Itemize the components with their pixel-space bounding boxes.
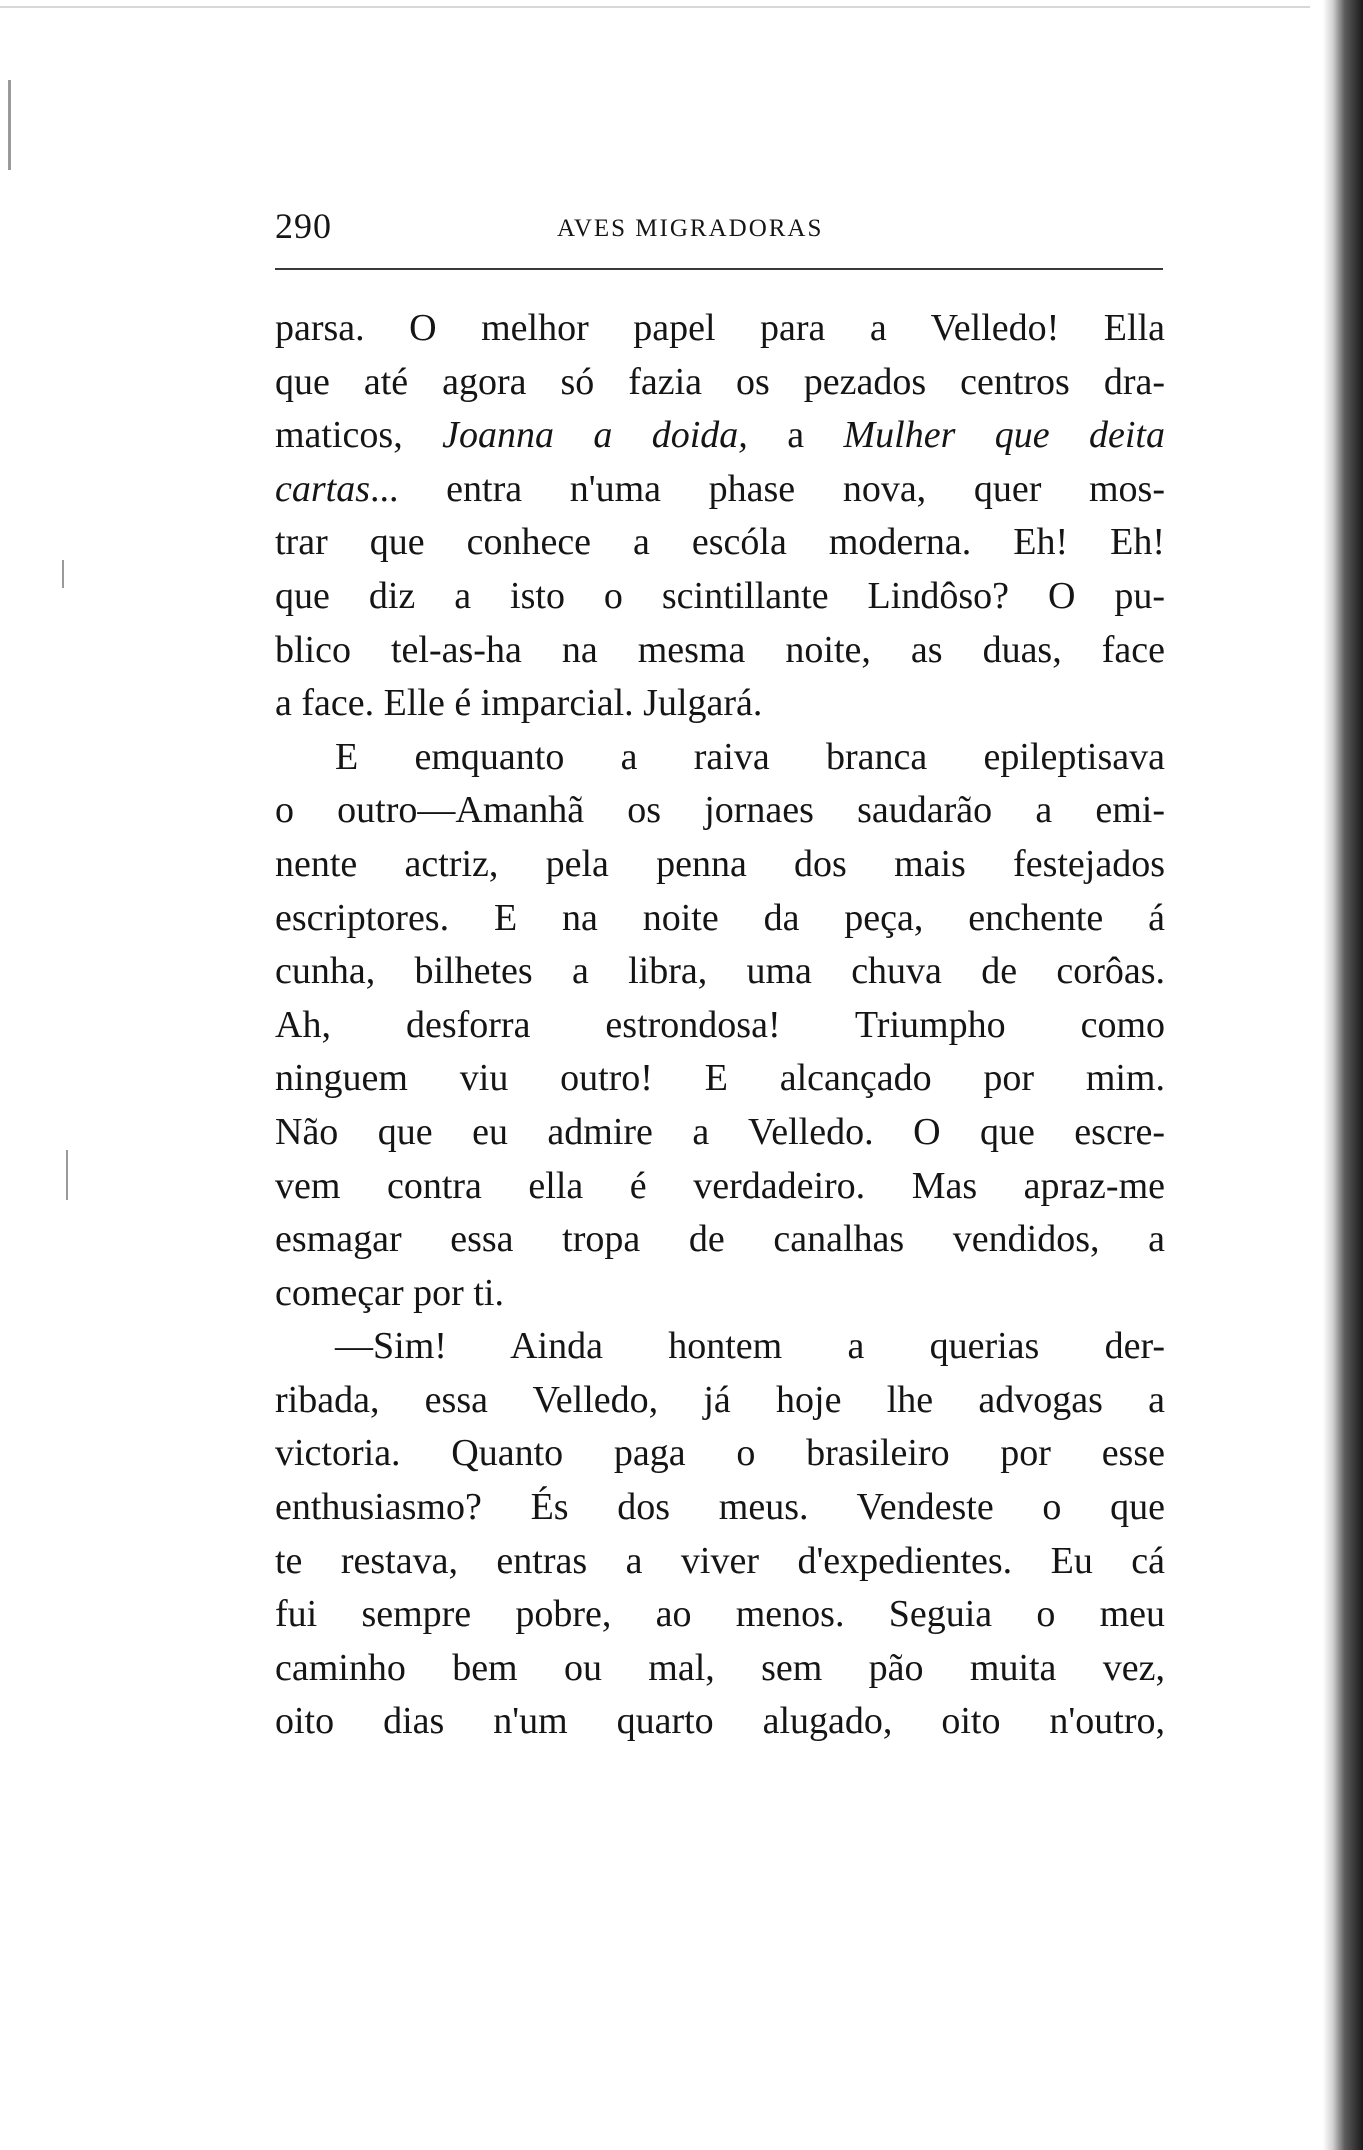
text-line: [275, 570, 1165, 624]
text-segment: fui sempre pobre, ao menos. Seguia o meu: [275, 1593, 1165, 1636]
page-top-edge: [0, 6, 1310, 8]
text-segment: blico tel-as-ha na mesma noite, as duas, face: [275, 628, 1165, 671]
scan-shadow-edge: [1323, 0, 1363, 2150]
text-line: [275, 624, 1165, 678]
text-line: [275, 1052, 1165, 1106]
running-title: AVES MIGRADORAS: [557, 215, 824, 242]
page-header: [275, 205, 1165, 255]
text-line: [275, 677, 1165, 731]
text-segment: oito dias n'um quarto alugado, oito n'outro,: [275, 1700, 1165, 1743]
text-segment: E emquanto a raiva branca epileptisava: [335, 735, 1165, 778]
text-line: [275, 1588, 1165, 1642]
italic-text: Joanna a doida,: [442, 414, 748, 457]
text-line: [275, 731, 1165, 785]
text-line: [275, 784, 1165, 838]
text-segment: que diz a isto o scintillante Lindôso? O pu-: [275, 574, 1165, 617]
text-line: [275, 1535, 1165, 1589]
text-segment: escriptores. E na noite da peça, enchente á: [275, 896, 1165, 939]
text-segment: que até agora só fazia os pezados centros dra-: [275, 360, 1165, 403]
text-line: [275, 999, 1165, 1053]
text-line: [275, 516, 1165, 570]
text-segment: te restava, entras a viver d'expedientes. Eu cá: [275, 1539, 1165, 1582]
text-segment: vem contra ella é verdadeiro. Mas apraz-me: [275, 1164, 1165, 1207]
text-line: [275, 463, 1165, 517]
text-segment: cunha, bilhetes a libra, uma chuva de corôas.: [275, 950, 1165, 993]
text-segment: começar por ti.: [275, 1271, 504, 1314]
text-segment: victoria. Quanto paga o brasileiro por esse: [275, 1432, 1165, 1475]
text-segment: ninguem viu outro! E alcançado por mim.: [275, 1057, 1165, 1100]
text-line: [275, 356, 1165, 410]
page-number: 290: [275, 206, 332, 246]
italic-text: cartas: [275, 467, 370, 510]
text-segment: ribada, essa Velledo, já hoje lhe advogas a: [275, 1378, 1165, 1421]
text-segment: caminho bem ou mal, sem pão muita vez,: [275, 1646, 1165, 1689]
header-rule: [275, 268, 1163, 270]
text-segment: a: [747, 414, 844, 457]
text-line: [275, 1695, 1165, 1749]
text-segment: nente actriz, pela penna dos mais festejados: [275, 842, 1165, 885]
text-line: [275, 1267, 1165, 1321]
scan-artifact: [8, 80, 11, 170]
text-line: [275, 1427, 1165, 1481]
text-line: [275, 409, 1165, 463]
text-segment: a face. Elle é imparcial. Julgará.: [275, 682, 763, 725]
text-line: [275, 1320, 1165, 1374]
text-segment: —Sim! Ainda hontem a querias der-: [335, 1325, 1165, 1368]
text-line: [275, 1374, 1165, 1428]
text-line: [275, 945, 1165, 999]
text-segment: esmagar essa tropa de canalhas vendidos, a: [275, 1218, 1165, 1261]
italic-text: Mulher que deita: [843, 414, 1165, 457]
text-line: [275, 1160, 1165, 1214]
scan-artifact: [66, 1150, 68, 1200]
text-line: [275, 302, 1165, 356]
text-segment: enthusiasmo? És dos meus. Vendeste o que: [275, 1486, 1165, 1529]
text-line: [275, 1481, 1165, 1535]
text-line: [275, 892, 1165, 946]
text-line: [275, 1642, 1165, 1696]
text-line: [275, 1106, 1165, 1160]
text-segment: Não que eu admire a Velledo. O que escre-: [275, 1110, 1165, 1153]
text-segment: ... entra n'uma phase nova, quer mos-: [370, 467, 1165, 510]
text-segment: maticos,: [275, 414, 443, 457]
scan-artifact: [62, 560, 64, 588]
text-segment: o outro—Amanhã os jornaes saudarão a emi-: [275, 789, 1165, 832]
text-segment: trar que conhece a escóla moderna. Eh! Eh!: [275, 521, 1165, 564]
text-segment: Ah, desforra estrondosa! Triumpho como: [275, 1003, 1165, 1046]
text-line: [275, 1213, 1165, 1267]
text-line: [275, 838, 1165, 892]
text-segment: parsa. O melhor papel para a Velledo! Ella: [275, 307, 1165, 349]
body-text: [275, 302, 1165, 1749]
